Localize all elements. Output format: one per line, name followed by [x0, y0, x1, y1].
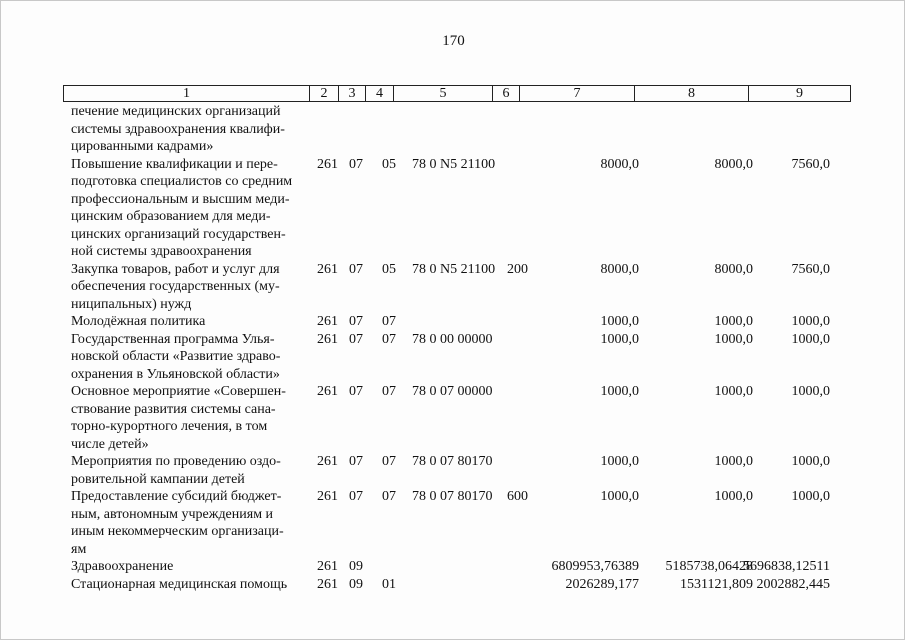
column-header-1: 1: [64, 86, 310, 101]
cell-amount-1: 1000,0: [600, 314, 639, 329]
column-header-2: 2: [310, 86, 339, 101]
cell-subsection: 07: [382, 331, 396, 347]
cell-admin-code: 261: [317, 454, 338, 469]
cell-amount-1: 6809953,76389: [551, 559, 639, 574]
row-name: Повышение квалификации и пере- подготовка специалистов со средним профессиональным и высшим меди- цинским образованием для меди- цинских организаций государствен- ной системы здравоохранения: [71, 156, 293, 259]
cell-amount-1: 8000,0: [600, 156, 639, 172]
table-row: [1, 383, 905, 453]
row-name: Стационарная медицинская помощь: [71, 576, 288, 592]
table-row: [1, 453, 905, 488]
cell-section: 07: [349, 384, 363, 399]
table-row: [1, 261, 905, 314]
cell-amount-3: 1000,0: [791, 489, 830, 504]
cell-admin-code: 261: [317, 559, 338, 574]
cell-subsection: 05: [382, 261, 396, 277]
cell-admin-code: 261: [317, 331, 338, 347]
row-name: печение медицинских организаций системы здравоохранения квалифи- цированными кадрами»: [71, 104, 285, 154]
cell-amount-2: 8000,0: [714, 261, 753, 277]
cell-target-article: 78 0 07 00000: [412, 384, 493, 399]
row-name: Молодёжная политика: [71, 314, 206, 329]
cell-amount-1: 1000,0: [600, 331, 639, 347]
cell-subsection: 01: [382, 576, 396, 592]
cell-amount-2: 1000,0: [714, 454, 753, 469]
table-row: [1, 558, 905, 576]
cell-admin-code: 261: [317, 314, 338, 329]
cell-admin-code: 261: [317, 489, 338, 504]
cell-amount-3: 5696838,12511: [743, 559, 830, 574]
cell-amount-3: 7560,0: [791, 261, 830, 277]
cell-amount-3: 1000,0: [791, 384, 830, 399]
row-name: Мероприятия по проведению оздо- ровительной кампании детей: [71, 454, 281, 487]
cell-amount-1: 1000,0: [600, 384, 639, 399]
table-body: [1, 103, 905, 593]
cell-section: 07: [349, 331, 363, 347]
cell-subsection: 07: [382, 384, 396, 399]
column-header-7: 7: [520, 86, 635, 101]
cell-amount-2: 1000,0: [714, 331, 753, 347]
cell-target-article: 78 0 N5 21100: [412, 156, 496, 172]
cell-amount-3: 1000,0: [791, 314, 830, 329]
column-header-4: 4: [366, 86, 394, 101]
cell-target-article: 78 0 07 80170: [412, 489, 493, 504]
cell-amount-3: 1000,0: [791, 454, 830, 469]
cell-section: 09: [349, 559, 363, 574]
cell-section: 07: [349, 261, 363, 277]
table-row: [1, 576, 905, 594]
cell-amount-2: 1000,0: [714, 384, 753, 399]
cell-expense-type: 200: [507, 261, 528, 277]
column-header-8: 8: [635, 86, 749, 101]
cell-section: 09: [349, 576, 363, 592]
table-row: [1, 331, 905, 384]
table-header: [63, 85, 851, 102]
row-name: Основное мероприятие «Совершен- ствование развития системы сана- торно-курортного лечения, в том числе детей»: [71, 384, 286, 452]
table-row: [1, 103, 905, 156]
cell-admin-code: 261: [317, 261, 338, 277]
cell-subsection: 07: [382, 489, 396, 504]
row-name: Государственная программа Улья- новской области «Развитие здраво- охранения в Ульяновской области»: [71, 331, 281, 382]
cell-amount-1: 1000,0: [600, 489, 639, 504]
page-number: 170: [442, 33, 465, 49]
cell-amount-1: 1000,0: [600, 454, 639, 469]
cell-section: 07: [349, 489, 363, 504]
cell-amount-2: 8000,0: [714, 156, 753, 172]
row-name: Предоставление субсидий бюджет- ным, автономным учреждениям и иным некоммерческим организаци- ям: [71, 489, 284, 557]
cell-amount-3: 1000,0: [791, 331, 830, 347]
cell-subsection: 07: [382, 454, 396, 469]
cell-amount-3: 2002882,445: [756, 576, 830, 592]
cell-amount-2: 1000,0: [714, 314, 753, 329]
cell-amount-2: 5185738,06428: [665, 559, 753, 574]
column-header-9: 9: [796, 86, 803, 101]
cell-section: 07: [349, 314, 363, 329]
column-header-3: 3: [339, 86, 366, 101]
cell-amount-1: 2026289,177: [565, 576, 639, 592]
table-row: [1, 313, 905, 331]
cell-admin-code: 261: [317, 384, 338, 399]
cell-expense-type: 600: [507, 489, 528, 504]
table-row: [1, 156, 905, 261]
cell-section: 07: [349, 454, 363, 469]
cell-section: 07: [349, 156, 363, 172]
cell-target-article: 78 0 N5 21100: [412, 261, 496, 277]
cell-subsection: 07: [382, 314, 396, 329]
cell-target-article: 78 0 07 80170: [412, 454, 493, 469]
cell-target-article: 78 0 00 00000: [412, 331, 493, 347]
column-header-5: 5: [394, 86, 493, 101]
column-header-6: 6: [493, 86, 520, 101]
cell-subsection: 05: [382, 156, 396, 172]
row-name: Здравоохранение: [71, 559, 174, 574]
cell-amount-3: 7560,0: [791, 156, 830, 172]
table-row: [1, 488, 905, 558]
cell-admin-code: 261: [317, 576, 338, 592]
cell-amount-2: 1000,0: [714, 489, 753, 504]
cell-amount-2: 1531121,809: [680, 576, 753, 592]
row-name: Закупка товаров, работ и услуг для обеспечения государственных (му- ниципальных) нужд: [71, 261, 280, 312]
cell-admin-code: 261: [317, 156, 338, 172]
cell-amount-1: 8000,0: [600, 261, 639, 277]
